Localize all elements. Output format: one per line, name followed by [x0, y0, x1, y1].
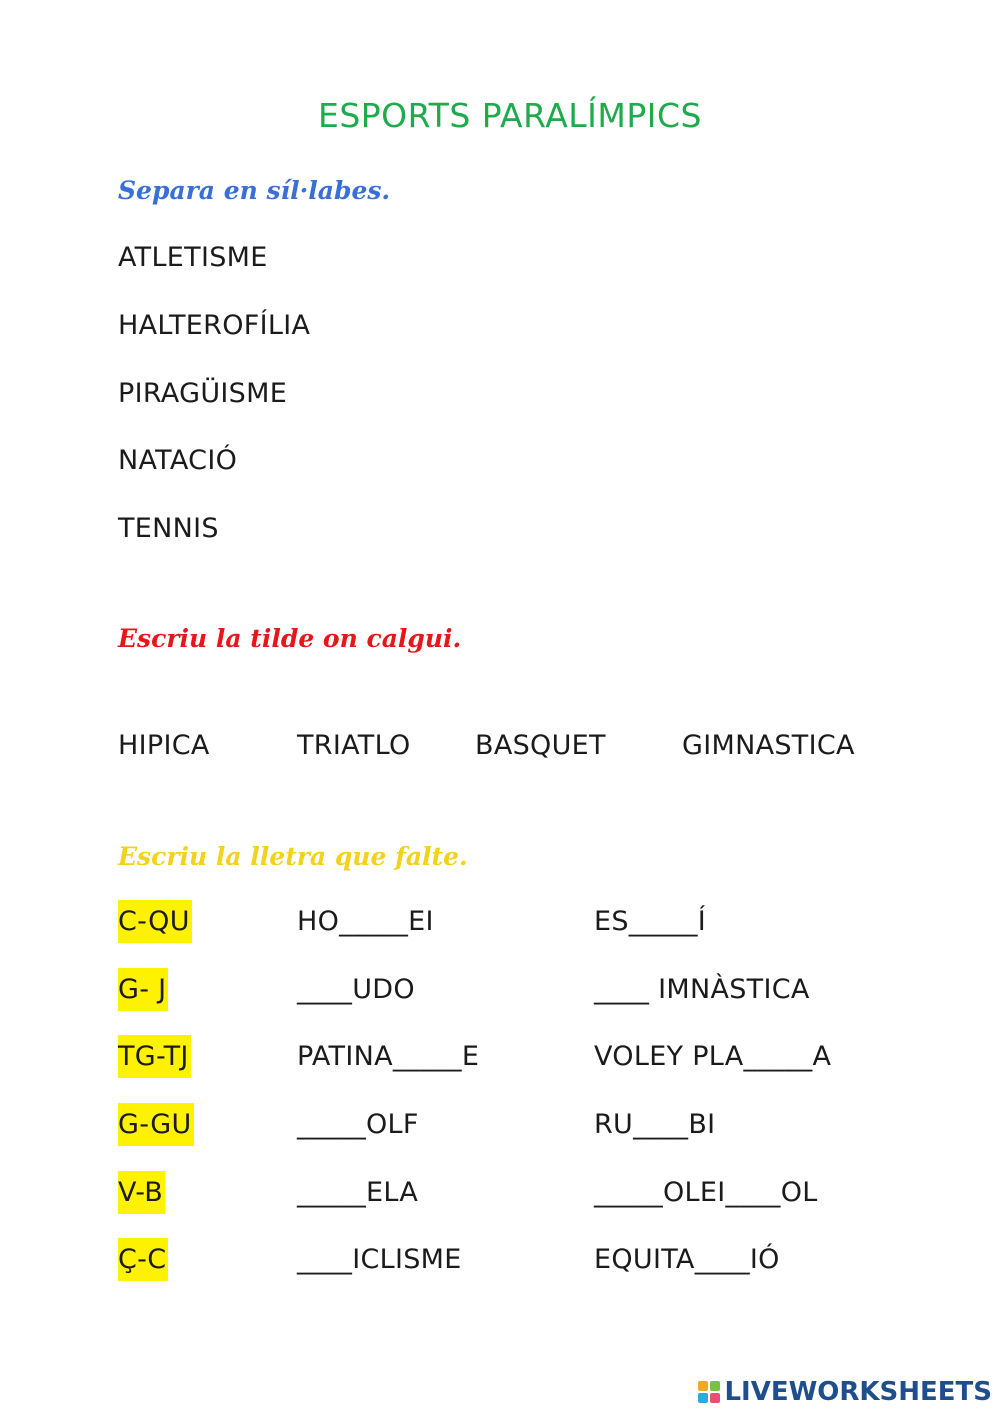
letter-pair-6: Ç-C [118, 1244, 168, 1275]
letter-pair-4: G-GU [118, 1109, 194, 1140]
fill-word-6a[interactable]: ____ICLISME [297, 1244, 462, 1275]
fill-word-4b[interactable]: RU____BI [594, 1109, 716, 1140]
accent-word-2: TRIATLO [297, 730, 411, 761]
fill-word-6b[interactable]: EQUITA____IÓ [594, 1244, 780, 1275]
fill-word-1b[interactable]: ES_____Í [594, 906, 707, 937]
fill-word-1a[interactable]: HO_____EI [297, 906, 434, 937]
syllable-word-4: NATACIÓ [118, 445, 238, 476]
instruction-missing-letter: Escriu la lletra que falte. [118, 842, 468, 871]
letter-pair-2: G- J [118, 974, 168, 1005]
fill-word-5a[interactable]: _____ELA [297, 1177, 419, 1208]
accent-word-1: HIPICA [118, 730, 210, 761]
liveworksheets-logo-icon [698, 1381, 720, 1403]
fill-word-3b[interactable]: VOLEY PLA_____A [594, 1041, 832, 1072]
letter-pair-5: V-B [118, 1177, 165, 1208]
fill-word-5b[interactable]: _____OLEI____OL [594, 1177, 818, 1208]
brand-name: LIVEWORKSHEETS [724, 1377, 992, 1407]
fill-word-2b[interactable]: ____ IMNÀSTICA [594, 974, 810, 1005]
instruction-accent: Escriu la tilde on calgui. [118, 624, 462, 653]
fill-word-2a[interactable]: ____UDO [297, 974, 415, 1005]
page-title: ESPORTS PARALÍMPICS [317, 96, 703, 135]
letter-pair-3: TG-TJ [118, 1041, 191, 1072]
syllable-word-5: TENNIS [118, 513, 219, 544]
accent-word-3: BASQUET [475, 730, 606, 761]
syllable-word-1: ATLETISME [118, 242, 268, 273]
liveworksheets-logo[interactable] [698, 1377, 992, 1407]
syllable-word-2: HALTEROFÍLIA [118, 310, 311, 341]
instruction-syllables: Separa en síl·labes. [118, 176, 391, 205]
syllable-word-3: PIRAGÜISME [118, 378, 288, 409]
fill-word-3a[interactable]: PATINA_____E [297, 1041, 480, 1072]
accent-word-4: GIMNASTICA [682, 730, 855, 761]
fill-word-4a[interactable]: _____OLF [297, 1109, 419, 1140]
letter-pair-1: C-QU [118, 906, 192, 937]
